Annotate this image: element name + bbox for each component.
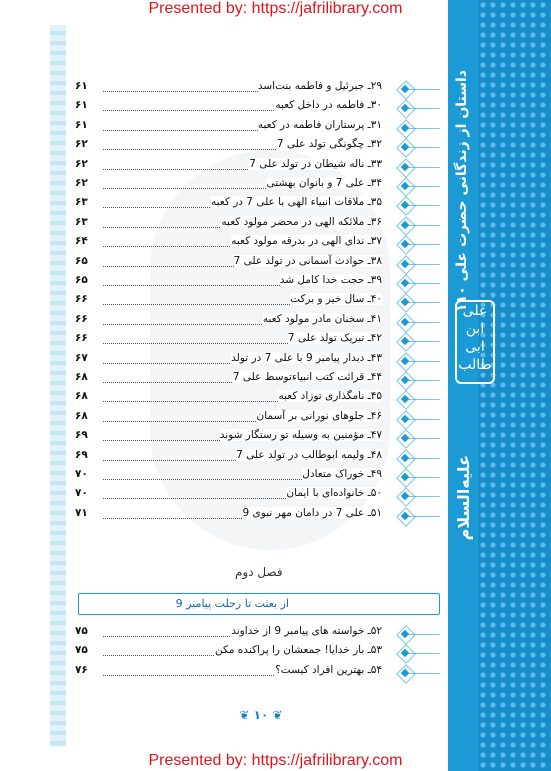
toc-entry[interactable] [75,507,440,526]
diamond-bullet-icon [398,392,412,406]
diamond-bullet-icon [398,666,412,680]
toc-entry[interactable] [75,644,440,663]
toc-page-number: ۶۱ [75,99,88,112]
toc-page-number: ۷۱ [75,506,88,519]
side-tagline: علیه‌السلام [454,455,473,541]
diamond-bullet-icon [398,373,412,387]
toc-entry[interactable] [75,332,440,351]
toc-entry-title: ۴۲ـ تبریک تولد علی 7 [287,332,382,345]
diamond-bullet-icon [398,646,412,660]
diamond-bullet-icon [398,276,412,290]
toc-entry[interactable] [75,235,440,254]
diamond-bullet-icon [398,121,412,135]
diamond-bullet-icon [398,82,412,96]
toc-entry-title: ۴۹ـ خوراک متعادل [302,468,382,480]
toc-entry[interactable] [75,449,440,468]
toc-entry[interactable] [75,80,440,99]
toc-entry[interactable] [75,429,440,448]
toc-entry-title: ۳۹ـ حجت خدا کامل شد [279,274,382,286]
diamond-bullet-icon [398,101,412,115]
toc-entry[interactable] [75,216,440,235]
toc-entry-title: ۵۳ـ بار خدایا! جمعشان را پراکنده مکن [215,644,382,657]
arabesque-pattern [478,0,551,771]
presented-by-banner-bottom[interactable]: Presented by: https://jafrilibrary.com [148,752,403,769]
toc-entry[interactable] [75,158,440,177]
toc-entry-title: ۴۱ـ سخنان مادر مولود کعبه [262,312,382,325]
ornament-right-icon: ❦ [272,708,283,722]
toc-page-number: ۶۱ [75,118,88,131]
toc-entry-title: ۳۱ـ پرستاران فاطمه در کعبه [257,118,382,131]
toc-entry-title: ۴۰ـ سال خیر و برکت [290,293,382,306]
toc-entry[interactable] [75,390,440,409]
toc-entry-title: ۳۶ـ ملائکه الهی در محضر مولود کعبه [221,215,382,228]
toc-page-number: ۶۳ [75,215,88,228]
toc-entry[interactable] [75,138,440,157]
toc-page-number: ۶۲ [75,138,88,151]
toc-page-number: ۷۶ [75,663,88,676]
toc-entry-title: ۳۸ـ حوادث آسمانی در تولد علی 7 [233,254,382,267]
section-heading: از بعثت تا رحلت پیامبر 9 [175,597,289,610]
toc-page-number: ۷۰ [75,487,88,500]
diamond-bullet-icon [398,218,412,232]
diamond-bullet-icon [398,160,412,174]
toc-entry-title: ۵۲ـ خواسته های پیامبر 9 از خداوند [231,625,382,637]
toc-entry-title: ۳۳ـ ناله شیطان در تولد علی 7 [249,157,382,170]
toc-entry-title: ۵۴ـ بهترین افراد کیست؟ [275,663,382,676]
diamond-bullet-icon [398,179,412,193]
toc-page-number: ۶۲ [75,157,88,170]
toc-entry[interactable] [75,119,440,138]
diamond-bullet-icon [398,354,412,368]
toc-entry-title: ۳۷ـ ندای الهی در بدرقه مولود کعبه [231,235,382,248]
diamond-bullet-icon [398,198,412,212]
page-number-text: ۱۰ [253,708,269,722]
toc-entry-title: ۴۶ـ جلوهای نورانی بر آسمان [256,409,382,422]
diamond-bullet-icon [398,237,412,251]
toc-page-number: ۶۳ [75,196,88,209]
toc-entry[interactable] [75,177,440,196]
toc-entry-title: ۳۴ـ علی 7 و بانوان بهشتی [266,177,382,189]
toc-entry-title: ۴۷ـ مؤمنین به وسیله تو رستگار شوند [219,429,382,442]
toc-entry[interactable] [75,196,440,215]
diamond-bullet-icon [398,140,412,154]
diamond-bullet-icon [398,412,412,426]
left-decorative-strip [50,25,66,747]
diamond-bullet-icon [398,470,412,484]
toc-entry-title: ۳۰ـ فاطمه در داخل کعبه [275,99,382,112]
toc-page-number: ۶۹ [75,448,88,461]
toc-entry-title: ۴۵ـ نامگذاری نوزاد کعبه [278,390,382,403]
toc-entry-title: ۴۴ـ قرائت کتب انبیاءتوسط علی 7 [232,371,382,383]
toc-page-number: ۶۶ [75,293,88,306]
toc-entry[interactable] [75,352,440,371]
toc-entry[interactable] [75,255,440,274]
toc-entry[interactable] [75,99,440,118]
toc-entry[interactable] [75,625,440,644]
diamond-bullet-icon [398,489,412,503]
toc-entry[interactable] [75,371,440,390]
toc-entry-title: ۵۱ـ علی 7 در دامان مهر نبوی 9 [242,506,382,519]
toc-page-number: ۶۵ [75,274,88,286]
toc-page-number: ۷۵ [75,625,88,637]
diamond-bullet-icon [398,627,412,641]
toc-entry[interactable] [75,293,440,312]
toc-page-number: ۶۶ [75,312,88,325]
toc-entry-title: ۳۵ـ ملاقات انبیاء الهی با علی 7 در کعبه [211,196,382,209]
diamond-bullet-icon [398,257,412,271]
toc-page-number: ۷۵ [75,644,88,657]
page-number [226,708,296,722]
toc-entry-title: ۵۰ـ خانواده‌ای با ایمان [286,487,382,500]
toc-entry[interactable] [75,664,440,683]
toc-entry-title: ۴۳ـ دیدار پیامبر 9 با علی 7 در تولد [231,351,382,364]
toc-entry-title: ۴۸ـ ولیمه ابوطالب در تولد علی 7 [236,448,382,461]
toc-page-number: ۶۲ [75,177,88,189]
toc-page-number: ۶۸ [75,409,88,422]
toc-entry[interactable] [75,468,440,487]
presented-by-banner-top[interactable]: Presented by: https://jafrilibrary.com [148,0,403,17]
section-heading-box [78,593,440,615]
toc-entry[interactable] [75,274,440,293]
toc-page-number: ۶۹ [75,429,88,442]
book-series-title: ۱۱۰ داستان از زندگانی حضرت علی [454,70,470,312]
toc-page-number: ۶۶ [75,332,88,345]
toc-entry-title: ۳۲ـ چگونگی تولد علی 7 [276,138,382,151]
diamond-bullet-icon [398,295,412,309]
toc-page-number: ۶۵ [75,254,88,267]
diamond-bullet-icon [398,509,412,523]
toc-page-number: ۶۴ [75,235,88,248]
toc-entry[interactable] [75,487,440,506]
toc-page-number: ۷۰ [75,468,88,480]
toc-page-number: ۶۸ [75,390,88,403]
toc-page-number: ۶۱ [75,80,88,92]
diamond-bullet-icon [398,431,412,445]
ornament-left-icon: ❦ [239,708,250,722]
diamond-bullet-icon [398,334,412,348]
calligraphy-logo: علی ابن ابی طالب [455,300,495,384]
diamond-bullet-icon [398,315,412,329]
section-label: فصل دوم [235,565,283,579]
toc-entry[interactable] [75,313,440,332]
toc-page-number: ۶۸ [75,371,88,383]
diamond-bullet-icon [398,451,412,465]
toc-entry-title: ۲۹ـ جبرئیل و فاطمه بنت‌اسد [257,80,382,92]
right-side-panel [448,0,551,771]
toc-entry[interactable] [75,410,440,429]
toc-page-number: ۶۷ [75,351,88,364]
